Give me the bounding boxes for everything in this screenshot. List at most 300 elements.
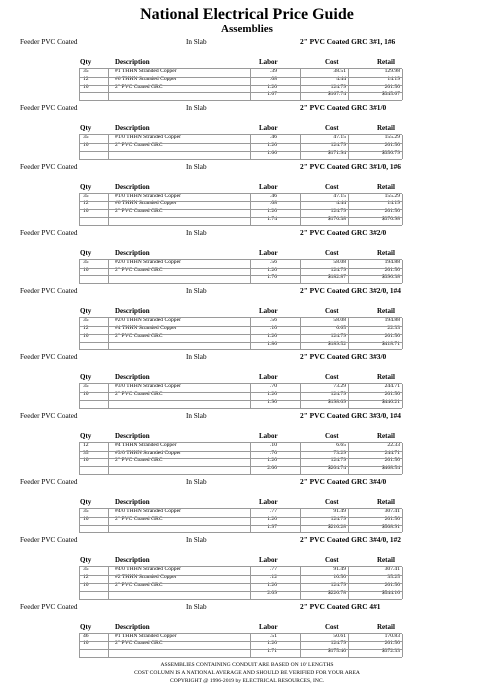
row-labor: 1.20 (267, 332, 277, 339)
column-header-qty: Qty (80, 373, 92, 382)
grid-column-line (348, 567, 349, 598)
total-retail: $370.98 (381, 215, 400, 222)
grid-column-line (300, 567, 301, 598)
row-qty: 12 (83, 75, 89, 82)
row-description: #2/0 THHN Stranded Copper (115, 317, 181, 324)
footer-note-lengths: ASSEMBLIES CONTAINING CONDUIT ARE BASED ON 10' LENGTHS (160, 662, 334, 668)
table-grid (79, 442, 402, 474)
total-labor: 2.09 (267, 589, 277, 596)
grid-column-line (348, 69, 349, 100)
section-category: Feeder PVC Coated (20, 602, 78, 611)
grid-column-line (108, 384, 109, 407)
row-labor: 1.20 (267, 581, 277, 588)
section-header (0, 36, 494, 48)
row-qty: 10 (83, 332, 89, 339)
grid-column-line (300, 69, 301, 100)
row-description: #1/0 THHN Stranded Copper (115, 134, 181, 141)
column-header-retail: Retail (377, 622, 395, 631)
section-category: Feeder PVC Coated (20, 411, 78, 420)
row-description: 2" PVC Coated GRC (115, 141, 163, 148)
grid-column-line (108, 135, 109, 158)
row-qty: 35 (83, 68, 89, 74)
row-qty: 10 (83, 141, 89, 148)
column-header-qty: Qty (80, 182, 92, 191)
item-table (0, 566, 494, 597)
section-header (0, 410, 494, 422)
grid-column-line (402, 135, 403, 158)
column-header-retail: Retail (377, 498, 395, 506)
grid-column-line (250, 509, 251, 532)
total-retail: $345.67 (381, 91, 400, 98)
row-retail: 201.50 (384, 391, 400, 398)
table-grid (79, 259, 402, 283)
row-labor: .56 (270, 317, 277, 324)
section-header (0, 102, 494, 114)
row-qty: 12 (83, 441, 89, 448)
grid-column-line (108, 194, 109, 225)
footer-copyright: COPYRIGHT @ 1996-2019 by ELECTRICAL RESOURCES, INC. (169, 678, 324, 684)
assembly-section (0, 36, 494, 99)
row-cost: 124.79 (330, 515, 346, 522)
grid-row-line (79, 532, 402, 533)
section-location: In Slab (186, 536, 207, 545)
row-description: 2" PVC Coated GRC (115, 457, 163, 464)
grid-row-line (79, 641, 402, 642)
row-cost: 124.79 (330, 141, 346, 148)
section-header (0, 601, 494, 613)
row-retail: 155.29 (384, 134, 400, 141)
column-headers (0, 555, 494, 566)
section-location: In Slab (186, 478, 207, 486)
grid-column-line (250, 443, 251, 474)
row-cost: 124.79 (330, 266, 346, 273)
section-header (0, 351, 494, 363)
column-header-labor: Labor (259, 622, 278, 631)
row-cost: 50.61 (333, 632, 346, 639)
row-cost: 58.08 (333, 258, 346, 265)
total-cost: $226.78 (327, 589, 346, 596)
grid-row-line (79, 334, 402, 335)
row-cost: 73.29 (333, 449, 346, 456)
grid-column-line (300, 318, 301, 349)
grid-column-line (79, 260, 80, 283)
row-description: 2" PVC Coated GRC (115, 391, 163, 398)
section-assembly-name: 2" PVC Coated GRC 3#2/0 (300, 227, 387, 237)
section-assembly-name: 2" PVC Coated GRC 3#1, 1#6 (300, 37, 396, 46)
row-cost: 124.79 (330, 581, 346, 588)
section-location: In Slab (186, 104, 207, 113)
column-header-retail: Retail (377, 556, 395, 565)
grid-column-line (250, 567, 251, 598)
total-retail: $544.16 (381, 589, 400, 596)
grid-column-line (79, 318, 80, 349)
grid-column-line (108, 443, 109, 474)
row-qty: 35 (83, 317, 89, 324)
grid-row-line (79, 225, 402, 226)
item-table (0, 193, 494, 224)
assembly-section (0, 285, 494, 348)
grid-column-line (402, 194, 403, 225)
column-header-qty: Qty (80, 58, 92, 66)
grid-row-line (79, 599, 402, 600)
total-retail: $356.79 (381, 149, 400, 156)
section-location: In Slab (186, 602, 207, 611)
grid-column-line (402, 443, 403, 474)
grid-column-line (108, 260, 109, 283)
row-retail: 201.50 (384, 266, 400, 273)
column-header-labor: Labor (259, 556, 278, 565)
grid-column-line (348, 318, 349, 349)
item-table (0, 383, 494, 406)
section-assembly-name: 2" PVC Coated GRC 3#4/0, 1#2 (300, 535, 401, 545)
section-category: Feeder PVC Coated (20, 287, 78, 296)
column-headers (0, 372, 494, 383)
row-description: 2" PVC Coated GRC (115, 83, 163, 90)
total-labor: 1.86 (267, 340, 277, 347)
column-header-labor: Labor (259, 124, 278, 133)
total-labor: 1.71 (267, 648, 277, 655)
row-labor: .77 (270, 508, 277, 514)
grid-row-line (79, 458, 402, 459)
column-header-qty: Qty (80, 307, 92, 316)
grid-column-line (250, 260, 251, 283)
grid-row-line (79, 326, 402, 327)
row-qty: 46 (83, 632, 89, 639)
row-description: #1 THHN Stranded Copper (115, 632, 177, 639)
column-header-cost: Cost (325, 182, 339, 191)
row-labor: .08 (270, 200, 277, 207)
grid-column-line (79, 443, 80, 474)
section-category: Feeder PVC Coated (20, 228, 78, 237)
row-qty: 35 (83, 383, 89, 390)
item-table (0, 68, 494, 99)
grid-row-line (79, 77, 402, 78)
row-labor: .08 (270, 75, 277, 82)
grid-row-line (79, 349, 402, 350)
row-retail: 201.50 (384, 515, 400, 522)
grid-column-line (79, 135, 80, 158)
column-header-description: Description (115, 498, 150, 506)
table-grid (79, 193, 402, 225)
row-description: #1 THHN Stranded Copper (115, 68, 177, 74)
column-header-description: Description (115, 622, 150, 631)
column-header-cost: Cost (325, 248, 339, 257)
column-headers (0, 57, 494, 68)
section-location: In Slab (186, 353, 207, 362)
total-cost: $204.74 (327, 465, 346, 472)
row-description: 2" PVC Coated GRC (115, 515, 163, 522)
total-retail: $508.91 (381, 523, 400, 530)
row-labor: 1.20 (267, 83, 277, 90)
column-header-cost: Cost (325, 431, 339, 440)
grid-column-line (402, 318, 403, 349)
total-labor: 1.90 (267, 398, 277, 405)
total-retail: $396.38 (381, 274, 400, 281)
column-header-description: Description (115, 124, 150, 133)
row-description: #2 THHN Stranded Copper (115, 574, 177, 581)
row-cost: 58.08 (333, 317, 346, 324)
column-header-qty: Qty (80, 431, 92, 440)
column-header-qty: Qty (80, 498, 92, 506)
row-retail: 22.33 (387, 324, 400, 331)
column-headers (0, 622, 494, 633)
footer-note-cost: COST COLUMN IS A NATIONAL AVERAGE AND SHOULD BE VERIFIED FOR YOUR AREA (134, 670, 360, 676)
column-header-qty: Qty (80, 248, 92, 257)
column-header-description: Description (115, 431, 150, 440)
row-labor: .46 (270, 192, 277, 199)
section-assembly-name: 2" PVC Coated GRC 3#4/0 (300, 477, 387, 486)
grid-column-line (300, 443, 301, 474)
grid-row-line (79, 201, 402, 202)
row-retail: 201.50 (384, 457, 400, 464)
row-labor: 1.20 (267, 391, 277, 398)
row-retail: 307.41 (384, 508, 400, 514)
row-cost: 38.51 (333, 68, 346, 74)
row-cost: 10.50 (333, 574, 346, 581)
total-retail: $446.21 (381, 398, 400, 405)
table-grid (79, 383, 402, 407)
section-header (0, 227, 494, 239)
row-retail: 244.71 (384, 449, 400, 456)
row-cost: 124.79 (330, 208, 346, 215)
row-retail: 14.19 (387, 200, 400, 207)
grid-column-line (79, 69, 80, 100)
grid-row-line (79, 400, 402, 401)
column-header-description: Description (115, 307, 150, 316)
column-header-qty: Qty (80, 124, 92, 133)
row-retail: 201.50 (384, 581, 400, 588)
row-qty: 35 (83, 134, 89, 141)
column-header-cost: Cost (325, 58, 339, 66)
total-cost: $216.28 (327, 523, 346, 530)
grid-column-line (250, 135, 251, 158)
column-header-description: Description (115, 248, 150, 257)
grid-column-line (79, 509, 80, 532)
item-table (0, 442, 494, 473)
total-labor: 1.97 (267, 523, 277, 530)
grid-column-line (300, 194, 301, 225)
section-location: In Slab (186, 38, 207, 46)
row-retail: 170.83 (384, 632, 400, 639)
row-cost: 91.49 (333, 508, 346, 514)
grid-column-line (108, 69, 109, 100)
row-cost: 124.79 (330, 391, 346, 398)
column-header-retail: Retail (377, 58, 395, 66)
grid-row-line (79, 525, 402, 526)
grid-row-line (79, 451, 402, 452)
grid-row-line (79, 151, 402, 152)
column-header-cost: Cost (325, 622, 339, 631)
row-cost: 4.44 (336, 200, 346, 207)
column-header-retail: Retail (377, 373, 395, 382)
row-description: 2" PVC Coated GRC (115, 332, 163, 339)
grid-column-line (348, 384, 349, 407)
column-header-labor: Labor (259, 373, 278, 382)
grid-column-line (300, 634, 301, 657)
total-retail: $418.71 (381, 340, 400, 347)
column-header-labor: Labor (259, 58, 278, 66)
row-qty: 10 (83, 640, 89, 647)
grid-row-line (79, 143, 402, 144)
assembly-section (0, 161, 494, 224)
total-cost: $198.09 (327, 398, 346, 405)
grid-column-line (348, 135, 349, 158)
assembly-section (0, 227, 494, 282)
row-labor: .12 (270, 574, 277, 581)
column-header-qty: Qty (80, 622, 92, 631)
row-retail: 194.88 (384, 317, 400, 324)
row-qty: 10 (83, 515, 89, 522)
item-table (0, 259, 494, 282)
grid-column-line (250, 634, 251, 657)
total-cost: $182.87 (327, 274, 346, 281)
section-assembly-name: 2" PVC Coated GRC 3#2/0, 1#4 (300, 286, 401, 296)
row-labor: 1.20 (267, 208, 277, 215)
section-assembly-name: 2" PVC Coated GRC 3#1/0 (300, 103, 387, 113)
column-header-labor: Labor (259, 431, 278, 440)
grid-column-line (402, 69, 403, 100)
section-header (0, 285, 494, 297)
row-cost: 4.44 (336, 75, 346, 82)
table-grid (79, 633, 402, 657)
row-retail: 307.41 (384, 566, 400, 573)
table-grid (79, 317, 402, 349)
row-description: #2/0 THHN Stranded Copper (115, 258, 181, 265)
row-qty: 10 (83, 391, 89, 398)
column-header-retail: Retail (377, 431, 395, 440)
total-labor: 1.74 (267, 215, 277, 222)
grid-row-line (79, 583, 402, 584)
grid-row-line (79, 575, 402, 576)
grid-column-line (348, 194, 349, 225)
column-headers (0, 306, 494, 317)
grid-column-line (79, 634, 80, 657)
grid-row-line (79, 342, 402, 343)
section-category: Feeder PVC Coated (20, 478, 78, 486)
table-grid (79, 134, 402, 158)
row-description: #4 THHN Stranded Copper (115, 441, 177, 448)
row-description: 2" PVC Coated GRC (115, 208, 163, 215)
section-location: In Slab (186, 228, 207, 237)
grid-row-line (79, 408, 402, 409)
row-labor: .46 (270, 134, 277, 141)
row-retail: 244.71 (384, 383, 400, 390)
column-header-retail: Retail (377, 124, 395, 133)
grid-column-line (108, 509, 109, 532)
row-retail: 201.50 (384, 640, 400, 647)
row-cost: 47.15 (333, 134, 346, 141)
column-header-labor: Labor (259, 498, 278, 506)
row-qty: 10 (83, 266, 89, 273)
row-description: #4/0 THHN Stranded Copper (115, 566, 181, 573)
row-labor: .56 (270, 258, 277, 265)
column-header-description: Description (115, 556, 150, 565)
grid-row-line (79, 657, 402, 658)
grid-column-line (402, 509, 403, 532)
item-table (0, 508, 494, 531)
row-labor: .39 (270, 68, 277, 74)
row-cost: 73.29 (333, 383, 346, 390)
table-grid (79, 566, 402, 598)
column-header-retail: Retail (377, 248, 395, 257)
row-qty: 12 (83, 324, 89, 331)
row-cost: 124.79 (330, 332, 346, 339)
row-cost: 124.79 (330, 457, 346, 464)
row-labor: .10 (270, 441, 277, 448)
section-header (0, 534, 494, 546)
row-description: #1/0 THHN Stranded Copper (115, 192, 181, 199)
grid-column-line (348, 260, 349, 283)
grid-column-line (402, 634, 403, 657)
row-description: #4/0 THHN Stranded Copper (115, 508, 181, 514)
row-qty: 35 (83, 449, 89, 456)
section-assembly-name: 2" PVC Coated GRC 4#1 (300, 601, 381, 611)
row-retail: 201.50 (384, 141, 400, 148)
grid-column-line (348, 509, 349, 532)
column-header-retail: Retail (377, 182, 395, 191)
grid-row-line (79, 100, 402, 101)
row-description: #3/0 THHN Stranded Copper (115, 383, 181, 390)
grid-column-line (108, 634, 109, 657)
column-headers (0, 123, 494, 134)
row-labor: 1.20 (267, 141, 277, 148)
grid-column-line (402, 260, 403, 283)
column-header-cost: Cost (325, 307, 339, 316)
item-table (0, 134, 494, 157)
row-qty: 10 (83, 457, 89, 464)
row-description: #6 THHN Stranded Copper (115, 75, 177, 82)
grid-row-line (79, 209, 402, 210)
row-retail: 201.50 (384, 332, 400, 339)
page-footer (0, 661, 494, 685)
row-retail: 201.50 (384, 83, 400, 90)
row-labor: 1.20 (267, 266, 277, 273)
grid-row-line (79, 268, 402, 269)
row-labor: 1.20 (267, 515, 277, 522)
grid-row-line (79, 466, 402, 467)
section-location: In Slab (186, 287, 207, 296)
column-header-labor: Labor (259, 248, 278, 257)
section-category: Feeder PVC Coated (20, 38, 78, 46)
column-header-cost: Cost (325, 373, 339, 382)
total-retail: $468.54 (381, 465, 400, 472)
grid-column-line (250, 384, 251, 407)
row-cost: 124.79 (330, 640, 346, 647)
row-retail: 14.19 (387, 75, 400, 82)
row-qty: 10 (83, 208, 89, 215)
grid-column-line (79, 194, 80, 225)
total-cost: $175.40 (327, 648, 346, 655)
grid-column-line (108, 567, 109, 598)
row-description: 2" PVC Coated GRC (115, 640, 163, 647)
grid-column-line (348, 443, 349, 474)
grid-row-line (79, 92, 402, 93)
row-retail: 201.50 (384, 208, 400, 215)
grid-row-line (79, 517, 402, 518)
column-header-cost: Cost (325, 124, 339, 133)
row-qty: 10 (83, 83, 89, 90)
row-labor: .70 (270, 383, 277, 390)
grid-column-line (348, 634, 349, 657)
total-cost: $171.94 (327, 149, 346, 156)
row-description: 2" PVC Coated GRC (115, 581, 163, 588)
column-header-description: Description (115, 373, 150, 382)
grid-column-line (108, 318, 109, 349)
row-cost: 6.65 (336, 324, 346, 331)
section-header (0, 161, 494, 173)
assembly-section (0, 534, 494, 597)
row-retail: 129.98 (384, 68, 400, 74)
